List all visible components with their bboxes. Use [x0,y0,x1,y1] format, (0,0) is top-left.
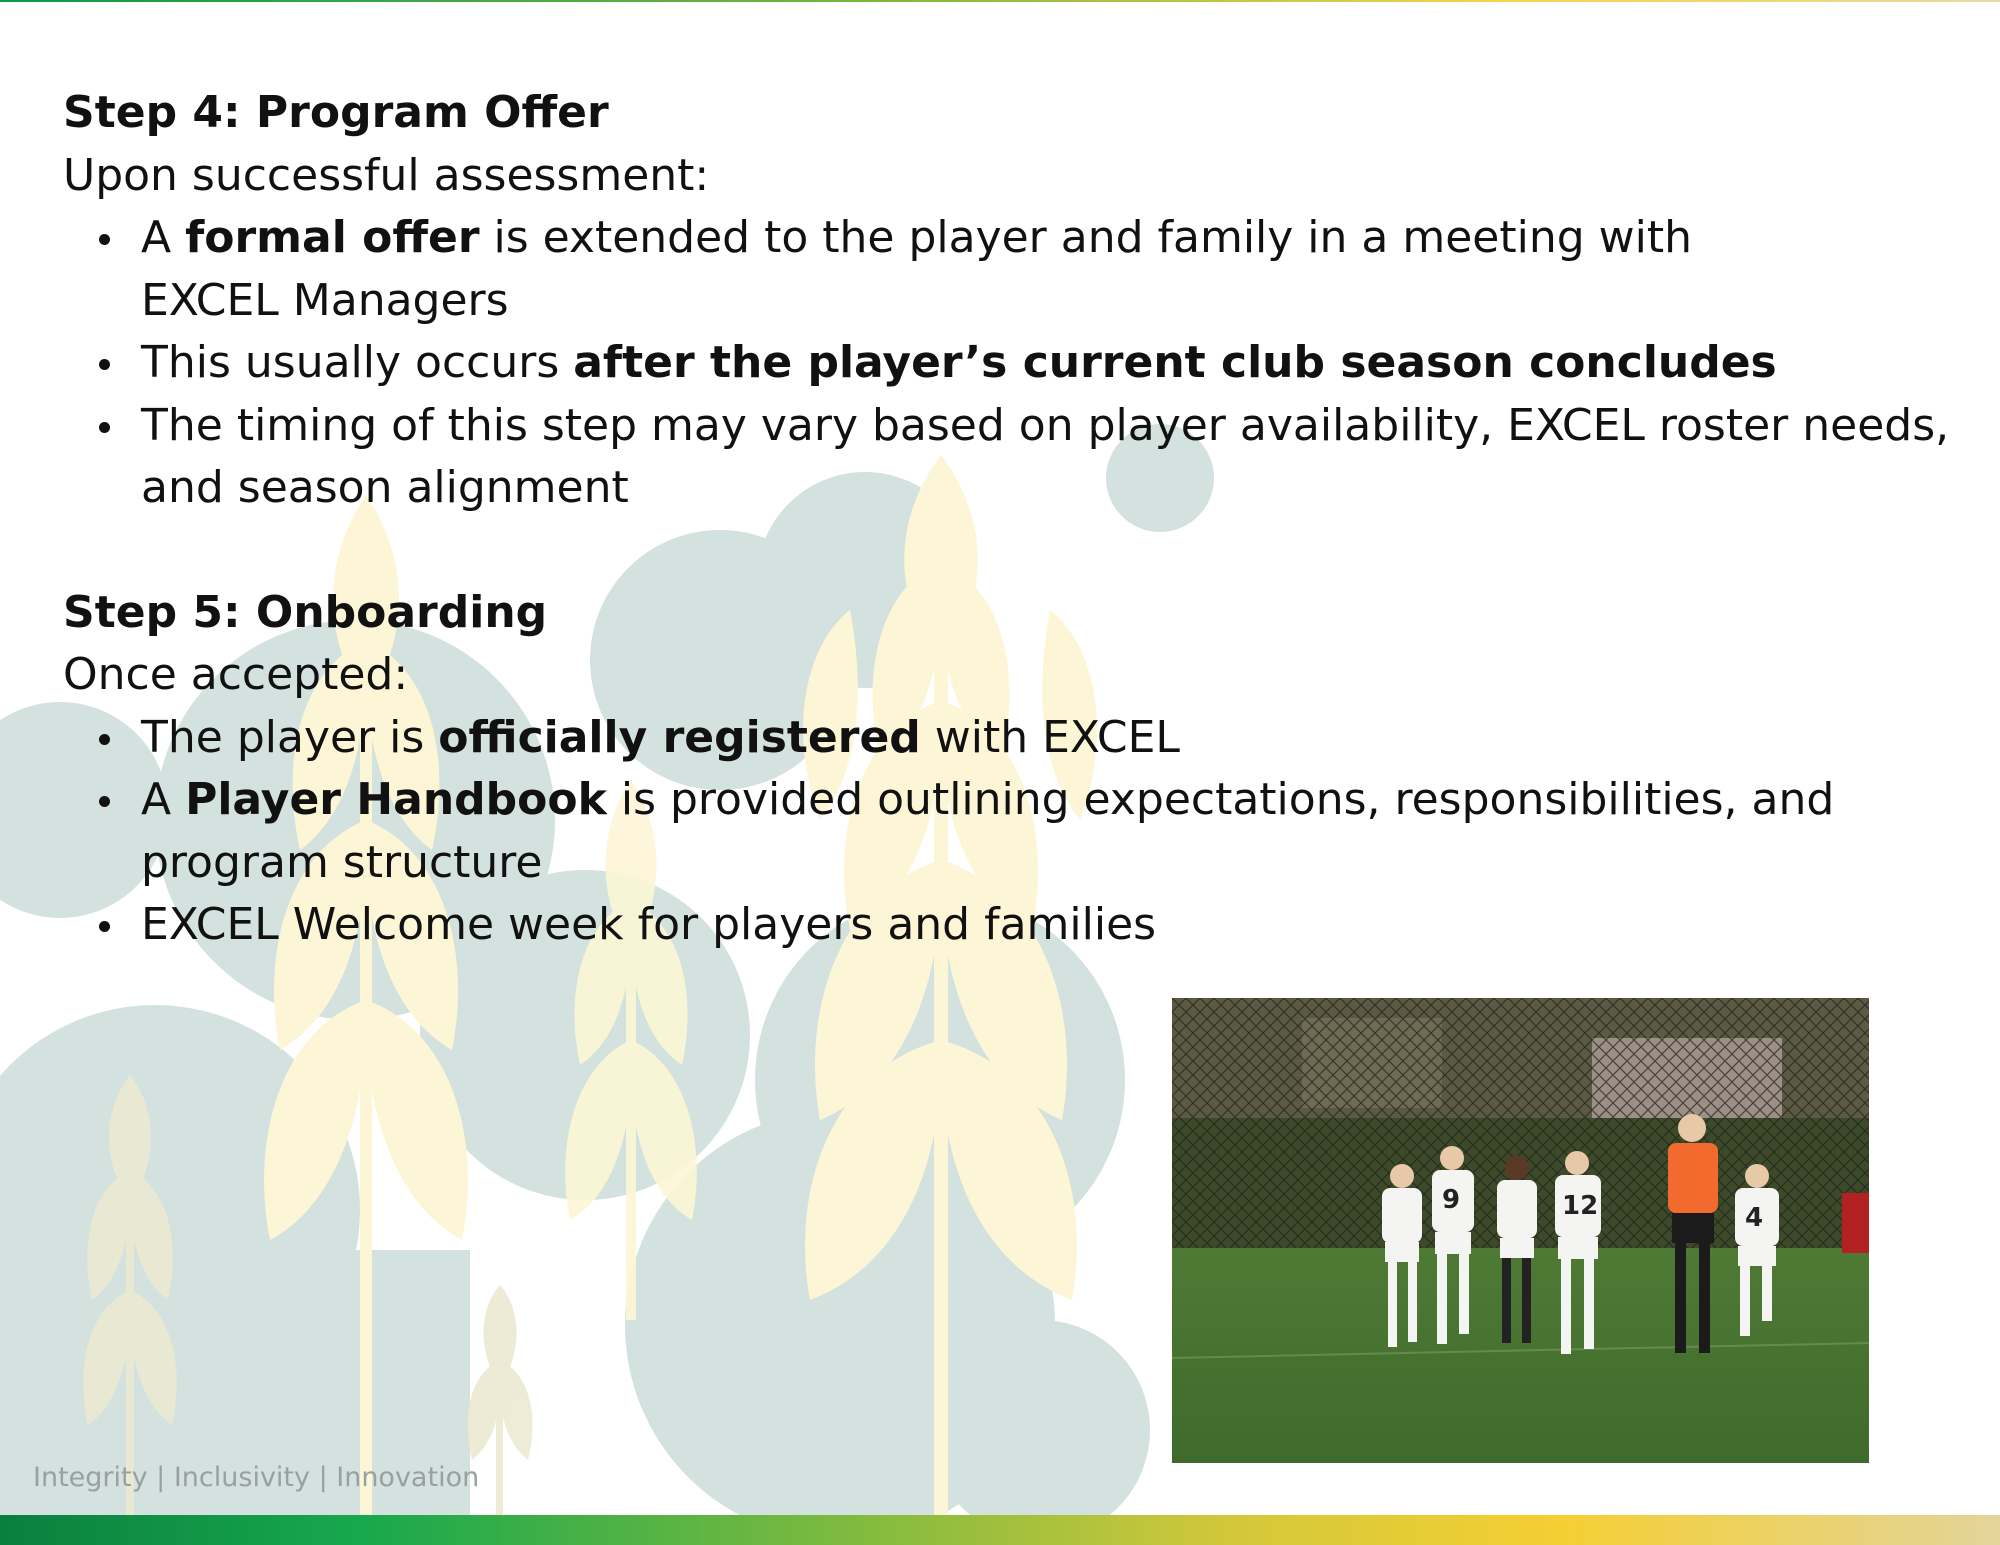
list-item: This usually occurs after the player’s current club season concludes [141,332,1963,395]
list-item: The timing of this step may vary based on player availability, EXCEL roster needs, and season alignment [141,395,1963,520]
soccer-celebration-image [1172,998,1869,1463]
step5-bullet-list [63,707,1963,957]
list-item: A Player Handbook is provided outlining expectations, responsibilities, and program structure [141,769,1841,894]
list-item: EXCEL Welcome week for players and families [141,894,1963,957]
team-photo [1172,998,1869,1463]
step4-intro: Upon successful assessment: [63,149,710,201]
list-item: The player is officially registered with EXCEL [141,707,1963,770]
step5-intro: Once accepted: [63,649,409,700]
jersey-number: 4 [1745,1203,1764,1233]
main-content [63,82,1963,957]
jersey-number: 12 [1562,1191,1599,1221]
jersey-number: 9 [1442,1185,1461,1215]
step4-bullet-list [63,207,1963,520]
footer-tagline: Integrity | Inclusivity | Innovation [33,1462,480,1493]
step4-heading: Step 4: Program Offer [63,87,609,138]
bg-circle [930,1320,1150,1540]
bottom-accent-bar [0,1515,2000,1545]
list-item: A formal offer is extended to the player and family in a meeting with EXCEL Managers [141,207,1841,332]
step5-heading: Step 5: Onboarding [63,586,548,638]
